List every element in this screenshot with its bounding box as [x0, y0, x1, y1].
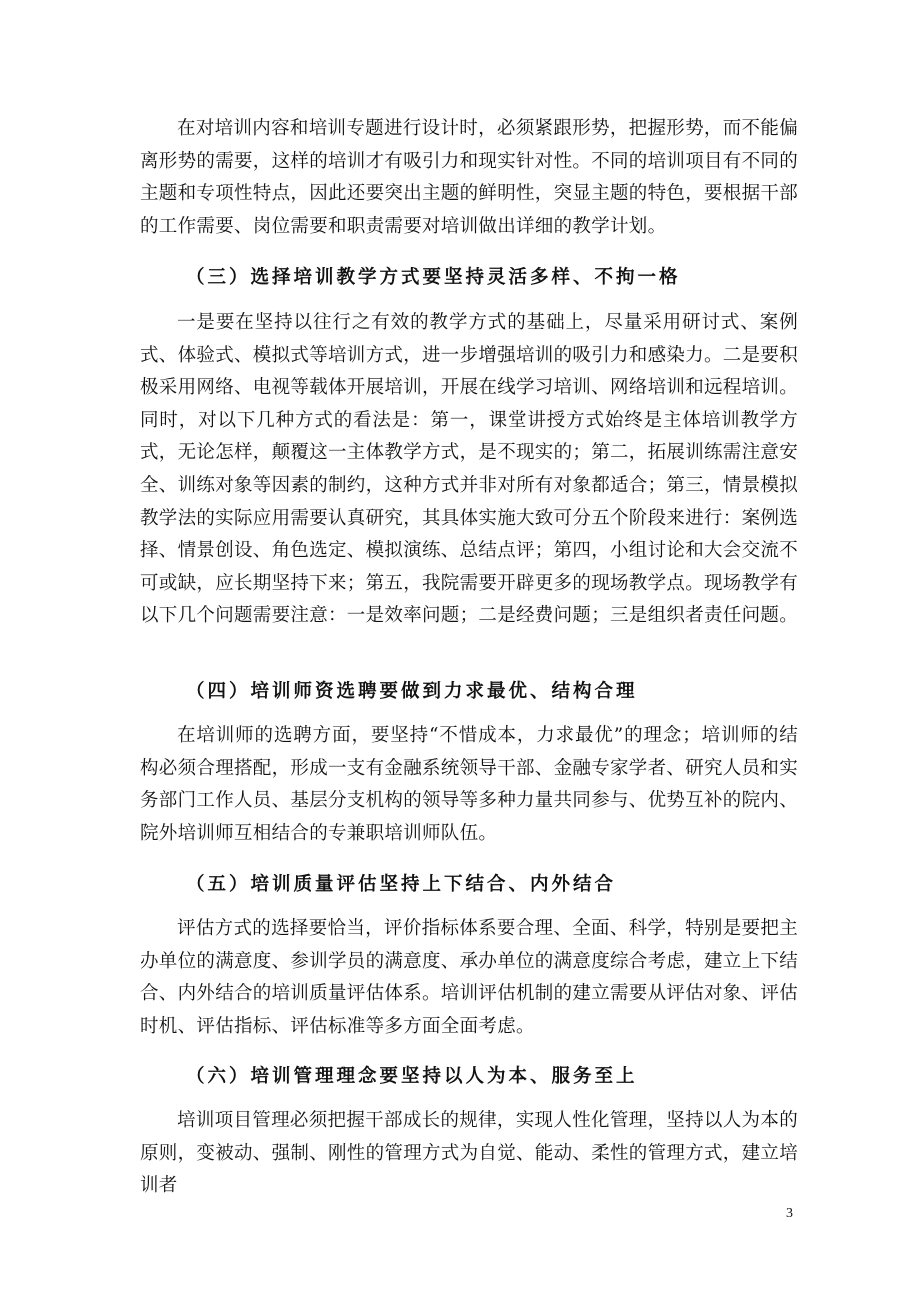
heading-section-4-trainer-selection: （四）培训师资选聘要做到力求最优、结构合理 [186, 681, 638, 702]
paragraph-management-philosophy: 培训项目管理必须把握干部成长的规律，实现人性化管理，坚持以人为本的原则，变被动、强制、刚性的管理方式为自觉、能动、柔性的管理方式，建立培训者 [140, 1110, 799, 1197]
paragraph-trainer-selection: 在培训师的选聘方面，要坚持“不惜成本，力求最优”的理念；培训师的结构必须合理搭配，形成一支有金融系统领导干部、金融专家学者、研究人员和实务部门工作人员、基层分支机构的领导等多种力量共同参与、优势互补的院内、院外培训师互相结合的专兼职培训师队伍。 [140, 725, 799, 844]
heading-section-5-quality-evaluation: （五）培训质量评估坚持上下结合、内外结合 [186, 874, 617, 895]
page-number: 3 [786, 1206, 793, 1221]
heading-section-3-teaching-methods: （三）选择培训教学方式要坚持灵活多样、不拘一格 [186, 267, 681, 288]
paragraph-quality-evaluation: 评估方式的选择要恰当，评价指标体系要合理、全面、科学，特别是要把主办单位的满意度、参训学员的满意度、承办单位的满意度综合考虑，建立上下结合、内外结合的培训质量评估体系。培训评估机制的建立需要从评估对象、评估时机、评估指标、评估标准等多方面全面考虑。 [140, 918, 799, 1037]
paragraph-training-content-design: 在对培训内容和培训专题进行设计时，必须紧跟形势，把握形势，而不能偏离形势的需要，这样的培训才有吸引力和现实针对性。不同的培训项目有不同的主题和专项性特点，因此还要突出主题的鲜明性，突显主题的特色，要根据干部的工作需要、岗位需要和职责需要对培训做出详细的教学计划。 [140, 118, 799, 237]
paragraph-teaching-methods: 一是要在坚持以往行之有效的教学方式的基础上，尽量采用研讨式、案例式、体验式、模拟式等培训方式，进一步增强培训的吸引力和感染力。二是要积极采用网络、电视等载体开展培训，开展在线学习培训、网络培训和远程培训。同时，对以下几种方式的看法是：第一，课堂讲授方式始终是主体培训教学方式，无论怎样，颠覆这一主体教学方式，是不现实的；第二，拓展训练需注意安全、训练对象等因素的制约，这种方式并非对所有对象都适合；第三，情景模拟教学法的实际应用需要认真研究，其具体实施大致可分五个阶段来进行：案例选择、情景创设、角色选定、模拟演练、总结点评；第四，小组讨论和大会交流不可或缺，应长期坚持下来；第五，我院需要开辟更多的现场教学点。现场教学有以下几个问题需要注意：一是效率问题；二是经费问题；三是组织者责任问题。 [140, 312, 799, 627]
heading-section-6-management-philosophy: （六）培训管理理念要坚持以人为本、服务至上 [186, 1066, 638, 1087]
